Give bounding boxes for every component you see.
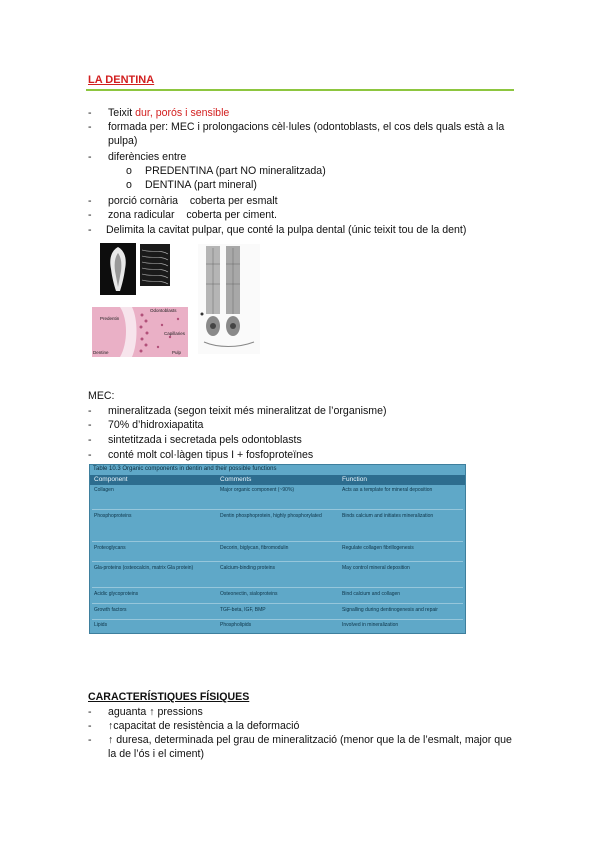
highlight-text: dur, porós i sensible: [135, 107, 230, 119]
list-item-text: Teixit: [108, 107, 136, 119]
list-item-text: 70% d’hidroxiapatita: [108, 419, 204, 431]
table-cell: Acts as a template for mineral deposition: [342, 487, 433, 493]
title-divider: [86, 89, 514, 91]
table-cell: Collagen: [94, 487, 114, 493]
table-cell: Decorin, biglycan, fibromodulin: [220, 545, 289, 551]
table-cell: Phosphoproteins: [94, 513, 132, 519]
odontoblast-diagram: [198, 244, 260, 354]
list-item-text: zona radicular coberta per ciment.: [108, 209, 277, 221]
table-cell: Binds calcium and initiates mineralization: [342, 513, 434, 519]
organic-components-table: [89, 464, 466, 634]
list-item-text: aguanta ↑ pressions: [108, 706, 203, 718]
table-cell: May control mineral deposition: [342, 565, 410, 571]
sub-list-item-text: DENTINA (part mineral): [145, 179, 257, 191]
list-item-text: diferències entre: [108, 151, 187, 163]
table-cell: Gla-proteins (osteocalcin, matrix Gla protein): [94, 565, 194, 571]
table-cell: Regulate collagen fibrillogenesis: [342, 545, 414, 551]
table-header-cell: Function: [342, 476, 367, 483]
table-cell: Growth factors: [94, 607, 127, 613]
table-header: [90, 475, 465, 485]
table-cell: Dentin phosphoprotein, highly phosphorylated: [220, 513, 322, 519]
label-dentine: Dentine: [93, 350, 109, 355]
table-cell: Lipids: [94, 622, 108, 628]
table-cell: Proteoglycans: [94, 545, 126, 551]
page-title: LA DENTINA: [88, 74, 155, 86]
list-item-text: formada per: MEC i prolongacions cèl·lules (odontoblasts, el cos dels quals està a la pulpa): [108, 121, 505, 147]
histology-image: [92, 307, 188, 357]
section-heading: CARACTERÍSTIQUES FÍSIQUES: [88, 691, 250, 703]
table-cell: Major organic component (~90%): [220, 487, 295, 493]
list-item-text: conté molt col·làgen tipus I + fosfoproteïnes: [108, 449, 314, 461]
table-cell: Involved in mineralization: [342, 622, 399, 628]
label-odontoblasts: Odontoblasts: [150, 308, 177, 313]
table-cell: Osteonectin, sialoproteins: [220, 591, 278, 597]
list-item-text: porció cornària coberta per esmalt: [108, 195, 278, 207]
list-item-text: Delimita la cavitat pulpar, que conté la pulpa dental (únic teixit tou de la dent): [106, 224, 467, 236]
label-pulp: Pulp: [172, 350, 182, 355]
table-cell: Phospholipids: [220, 622, 252, 628]
list-item-text: sintetitzada i secretada pels odontoblasts: [108, 434, 302, 446]
list-item-text: mineralitzada (segon teixit més mineralitzat de l’organisme): [108, 405, 387, 417]
table-header-cell: Component: [94, 476, 128, 483]
table-header-cell: Comments: [220, 476, 252, 483]
sub-list-item-text: PREDENTINA (part NO mineralitzada): [145, 165, 326, 177]
table-caption: Table 10.3 Organic components in dentin and their possible functions: [93, 466, 277, 472]
dentin-micrograph: [140, 244, 170, 286]
label-capillaries: Capillaries: [164, 331, 186, 336]
list-item-text: ↑ duresa, determinada pel grau de mineralització (menor que la de l’esmalt, major que la de l’ós i el ciment): [108, 734, 512, 760]
label-predentin: Predentin: [100, 316, 120, 321]
table-cell: Signalling during dentinogenesis and repair: [342, 607, 438, 613]
table-cell: Calcium-binding proteins: [220, 565, 276, 571]
list-item-text: ↑capacitat de resistència a la deformació: [108, 720, 300, 732]
list-item: - formada per: MEC i prolongacions cèl·lules (odontoblasts, el cos dels quals està a la pulpa): [88, 120, 518, 148]
mec-heading: MEC:: [88, 390, 115, 402]
table-cell: TGF-beta, IGF, BMP: [220, 607, 266, 613]
table-cell: Bind calcium and collagen: [342, 591, 401, 597]
table-cell: Acidic glycoproteins: [94, 591, 139, 597]
tooth-section-image: [100, 243, 136, 295]
